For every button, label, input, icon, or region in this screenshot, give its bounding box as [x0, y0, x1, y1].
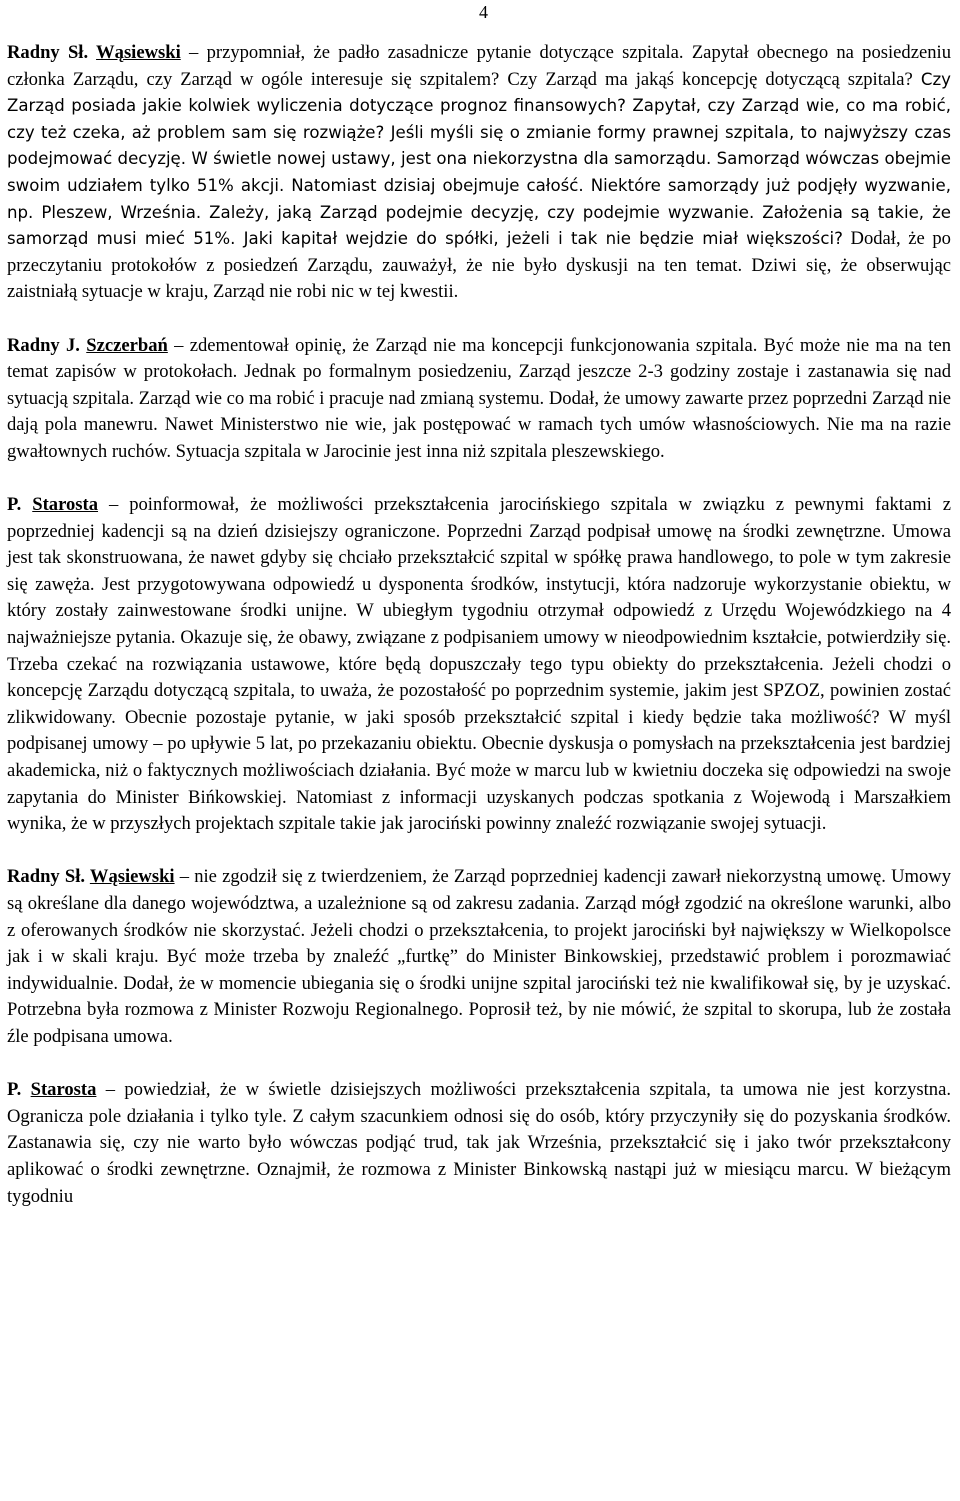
speaker-label: P. Starosta	[7, 494, 99, 516]
speaker-name: Starosta	[32, 494, 99, 516]
paragraph-text-end: Dodał, że po przeczytaniu protokołów z posiedzeń Zarządu, zauważył, że nie było dyskusji na ten temat. Dziwi się, że obserwując zaistniałą sytuacje w kraju, Zarząd nie robi nic w tej kwestii.	[7, 228, 951, 303]
paragraph-starosta-2	[7, 1077, 951, 1210]
page-number: 4	[479, 2, 488, 22]
paragraph-text: – poinformował, że możliwości przekształcenia jarocińskiego szpitala w związku z pewnymi faktami z poprzedniej kadencji są na dzień dzisiejszy ograniczone. Poprzedni Zarząd podpisał umowę na środki zewnętrzne. Umowa jest tak skonstruowana, że nawet gdyby się chciało przekształcić szpital w spółkę prawa handlowego, to pole w tym zakresie się zawęża. Jest przygotowywana odpowiedź u dysponenta środków, instytucji, która nadzoruje wykorzystanie obiektu, w który zostały zainwestowane środki unijne. W ubiegłym tygodniu otrzymał odpowiedź z Urzędu Wojewódzkiego na 4 najważniejsze pytania. Okazuje się, że obawy, związane z podpisaniem umowy w nieodpowiednim kształcie, potwierdziły się. Trzeba czekać na rozwiązania ustawowe, które będą dopuszczały tego typu obiekty do przekształcenia. Jeżeli chodzi o koncepcję Zarządu dotyczącą szpitala, to uważa, że pozostałość po poprzednim systemie, jakim jest SPZOZ, powinien zostać zlikwidowany. Obecnie pozostaje pytanie, w jaki sposób przekształcić szpital i kiedy będzie taka możliwość? W myśl podpisanej umowy – po upływie 5 lat, po przekazaniu obiektu. Obecnie dyskusja o pomysłach na przekształcenia jest bardziej akademicka, niż o faktycznych możliwościach działania. Być może w marcu lub w kwietniu doczeka się odpowiedzi na swoje zapytania do Minister Bińkowskiej. Natomiast z informacji uzyskanych podczas spotkania z Wojewodą i Marszałkiem wynika, że w przyszłych projektach szpitale takie jak jarociński powinny znaleźć rozwiązanie swojej sytuacji.	[7, 494, 952, 835]
paragraph-text: – zdementował opinię, że Zarząd nie ma koncepcji funkcjonowania szpitala. Być może nie ma na ten temat zapisów w protokołach. Jednak po formalnym posiedzeniu, Zarząd jeszcze 2-3 godziny zostaje i zastanawia się nad sytuacją szpitala. Zarząd wie co ma robić i pracuje nad zmianą systemu. Dodał, że umowy zawarte przez poprzedni Zarząd nie dają pola manewru. Nawet Ministerstwo nie wie, jak postępować w ramach tych umów własnościowych. Nie ma na razie gwałtownych ruchów. Sytuacja szpitala w Jarocinie jest inna niż szpitala pleszewskiego.	[7, 334, 951, 462]
paragraph-wasiewski-1	[7, 40, 951, 306]
speaker-label: Radny Sł. Wąsiewski	[7, 42, 181, 63]
paragraph-wasiewski-2	[7, 864, 951, 1050]
speaker-name: Wąsiewski	[96, 42, 181, 63]
document-page	[7, 40, 951, 1210]
speaker-name: Wąsiewski	[89, 866, 175, 888]
speaker-label: P. Starosta	[7, 1079, 97, 1101]
speaker-name: Szczerbań	[86, 334, 168, 356]
paragraph-text-sans: Czy Zarząd posiada jakie kolwiek wyliczenia dotyczące prognoz finansowych? Zapytał, czy Zarząd wie, co ma robić, czy też czeka, aż problem sam się rozwiąże? Jeśli myśli się o zmianie formy prawnej szpitala, to najwyższy czas podejmować decyzję. W świetle nowej ustawy, jest ona niekorzystna dla samorządu. Samorząd wówczas obejmie swoim udziałem tylko 51% akcji. Natomiast dzisiaj obejmuje całość. Niektóre samorządy już podjęły wyzwanie, np. Pleszew, Września. Zależy, jaką Zarząd podejmie decyzję, czy podejmie wyzwanie. Założenia są takie, że samorząd musi mieć 51%. Jaki kapitał wejdzie do spółki, jeżeli i tak nie będzie miał większości?	[7, 69, 951, 249]
paragraph-text: – nie zgodził się z twierdzeniem, że Zarząd poprzedniej kadencji zawarł niekorzystną umowę. Umowy są określane dla danego województwa, a uzależnione są od zakresu zadania. Zarząd mógł zgodzić na określone warunki, albo z oferowanych środków nie skorzystać. Jeżeli chodzi o przekształcenia, to projekt jarociński był największy w Wielkopolsce jak i w skali kraju. Być może trzeba by znaleźć „furtkę” do Minister Binkowskiej, przedstawić problem i porozmawiać indywidualnie. Dodał, że w momencie ubiegania się o środki unijne szpital jarociński też nie kwalifikował się, by je uzyskać. Potrzebna była rozmowa z Minister Rozwoju Regionalnego. Poprosił też, by nie mówić, że szpital to skorupa, lub że została źle podpisana umowa.	[7, 866, 952, 1047]
paragraph-szczerban	[7, 333, 951, 466]
speaker-label: Radny Sł. Wąsiewski	[7, 866, 175, 888]
speaker-label: Radny J. Szczerbań	[7, 334, 168, 356]
paragraph-text: – przypomniał, że padło zasadnicze pytanie dotyczące szpitala. Zapytał obecnego na posiedzeniu członka Zarządu, czy Zarząd w ogóle interesuje się szpitalem? Czy Zarząd ma jakąś koncepcję dotyczącą szpitala?	[7, 42, 951, 90]
paragraph-text: – powiedział, że w świetle dzisiejszych możliwości przekształcenia szpitala, ta umowa nie jest korzystna. Ogranicza pole działania i tylko tyle. Z całym szacunkiem odnosi się do osób, który przyczyniły się do pozyskania środków. Zastanawia się, czy nie warto było wówczas podjąć trud, tak jak Września, przekształcić się i jako twór przekształcony aplikować o środki zewnętrzne. Oznajmił, że rozmowa z Minister Binkowską nastąpi już w miesiącu marcu. W bieżącym tygodniu	[7, 1079, 952, 1207]
speaker-name: Starosta	[30, 1079, 97, 1101]
paragraph-starosta-1	[7, 492, 951, 838]
